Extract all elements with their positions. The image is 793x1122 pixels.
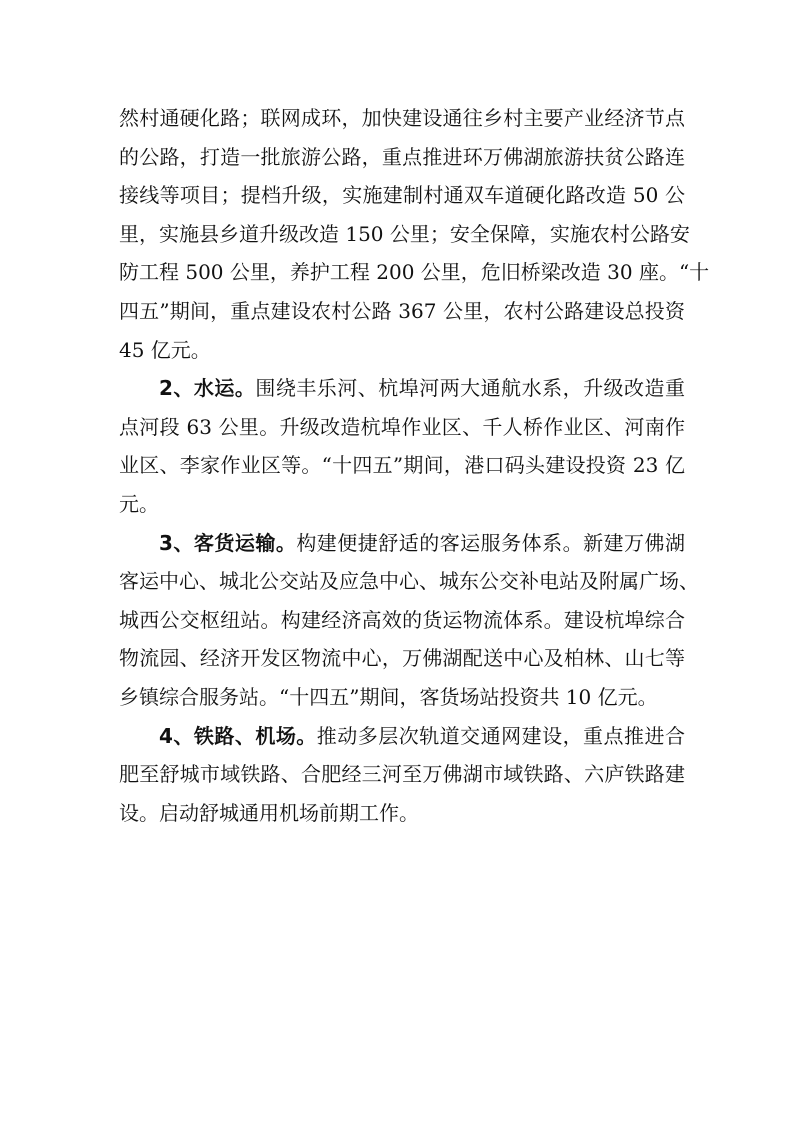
text-run: 推动多层次轨道交通网建设，重点推进合	[316, 723, 685, 748]
text-line: 肥至舒城市域铁路、合肥经三河至万佛湖市域铁路、六庐铁路建	[119, 762, 685, 787]
text-line: 然村通硬化路；联网成环，加快建设通往乡村主要产业经济节点	[119, 106, 685, 130]
text-line: 防工程 500 公里，养护工程 200 公里，危旧桥梁改造 30 座。“十	[119, 260, 710, 285]
text-line	[119, 369, 685, 408]
text-line: 接线等项目；提档升级，实施建制村通双车道硬化路改造 50 公	[119, 183, 685, 208]
text-line: 元。	[119, 491, 159, 516]
text-line: 里，实施县乡道升级改造 150 公里；安全保障，实施农村公路安	[119, 221, 690, 246]
text-line: 点河段 63 公里。升级改造杭埠作业区、千人桥作业区、河南作	[119, 414, 685, 439]
text-line: 物流园、经济开发区物流中心，万佛湖配送中心及柏林、山七等	[119, 646, 685, 671]
text-line	[119, 717, 685, 756]
paragraph-railway-airport	[119, 717, 685, 833]
paragraph-passenger-freight	[119, 524, 699, 717]
document-body	[119, 99, 710, 832]
text-line	[119, 524, 685, 563]
paragraph-water-transport	[119, 369, 685, 523]
text-line: 的公路，打造一批旅游公路，重点推进环万佛湖旅游扶贫公路连	[119, 144, 685, 169]
text-line: 业区、李家作业区等。“十四五”期间，港口码头建设投资 23 亿	[119, 453, 685, 478]
text-line: 设。启动舒城通用机场前期工作。	[119, 800, 419, 825]
section-heading-railway-airport: 4、铁路、机场。	[159, 723, 317, 748]
text-line: 城西公交枢纽站。构建经济高效的货运物流体系。建设杭埠综合	[119, 607, 685, 632]
paragraph-rural-roads	[119, 99, 710, 369]
section-heading-passenger-freight: 3、客货运输。	[159, 530, 297, 555]
text-line: 45 亿元。	[119, 337, 211, 362]
text-line: 客运中心、城北公交站及应急中心、城东公交补电站及附属广场、	[119, 569, 699, 594]
text-run: 构建便捷舒适的客运服务体系。新建万佛湖	[296, 530, 686, 555]
section-heading-water-transport: 2、水运。	[159, 376, 256, 401]
text-line: 乡镇综合服务站。“十四五”期间，客货场站投资共 10 亿元。	[119, 684, 658, 709]
text-line: 四五”期间，重点建设农村公路 367 公里，农村公路建设总投资	[119, 298, 685, 323]
text-run: 围绕丰乐河、杭埠河两大通航水系，升级改造重	[255, 376, 686, 401]
